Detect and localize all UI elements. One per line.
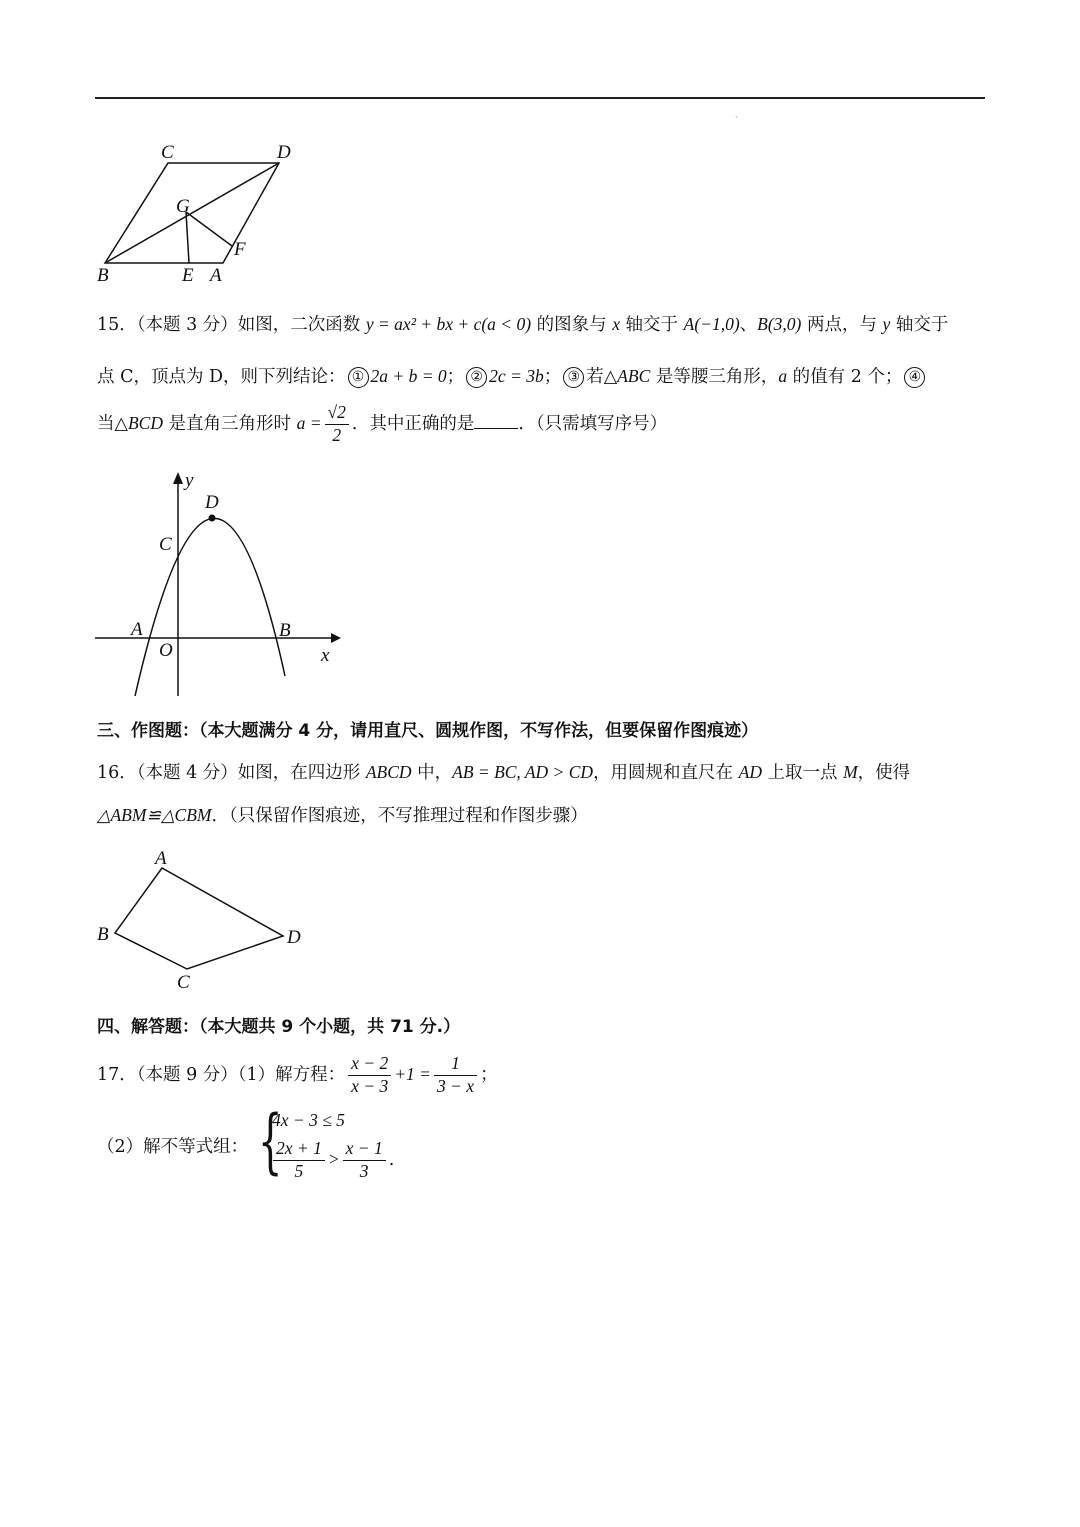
label-a: A xyxy=(131,619,143,640)
segment-ge xyxy=(186,212,189,263)
q15-line-1: 15．（本题 3 分）如图，二次函数 y = ax² + bx + c(a < 0) 的图象与 x 轴交于 A(−1,0)、B(3,0) 两点，与 y 轴交于 xyxy=(97,314,949,335)
label-a: A xyxy=(210,265,222,286)
stray-mark: · xyxy=(735,113,738,122)
diagonal-bd xyxy=(105,163,279,263)
label-o: O xyxy=(159,640,173,661)
label-f: F xyxy=(234,239,246,260)
figure-q14-parallelogram xyxy=(95,138,305,288)
label-c: C xyxy=(161,142,174,163)
label-b: B xyxy=(97,265,109,286)
y-axis-arrow xyxy=(173,472,183,484)
left-brace: { xyxy=(258,1100,283,1182)
segment-gf xyxy=(186,212,232,246)
label-y: y xyxy=(185,470,194,491)
fraction-2: $\frac{1}{3 - x}$ xyxy=(434,1053,477,1098)
section-3-heading: 三、作图题：（本大题满分 4 分，请用直尺、圆规作图，不写作法，但要保留作图痕迹） xyxy=(97,721,759,741)
q15-line-2: 点 C，顶点为 D，则下列结论： ① 2a + b = 0； ② 2c = 3b； ③ 若△ABC 是等腰三角形，a 的值有 2 个； ④ xyxy=(97,366,927,388)
inequality-2: $\frac{2x + 1}{5}$ > $\frac{x - 1}{3}$ . xyxy=(270,1138,394,1183)
inequality-1: 4x − 3 ≤ 5 xyxy=(272,1110,345,1130)
section-4-heading: 四、解答题：（本大题共 9 个小题，共 71 分.） xyxy=(97,1017,461,1037)
label-x: x xyxy=(321,645,330,666)
figure-q16-quadrilateral xyxy=(95,846,315,991)
label-d: D xyxy=(287,927,301,948)
q16-line-2: △ABM≌△CBM．（只保留作图痕迹，不写推理过程和作图步骤） xyxy=(97,805,588,826)
quadrilateral-abcd xyxy=(115,868,283,969)
header-rule xyxy=(95,97,985,99)
q17-part-2-label: （2）解不等式组： xyxy=(97,1137,249,1157)
fraction-1: $\frac{x - 2}{x - 3}$ xyxy=(348,1053,391,1098)
label-b: B xyxy=(97,924,109,945)
label-e: E xyxy=(182,265,194,286)
label-b: B xyxy=(279,620,291,641)
vertex-d-point xyxy=(209,515,216,522)
label-g: G xyxy=(176,196,190,217)
q16-line-1: 16．（本题 4 分）如图，在四边形 ABCD 中，AB = BC, AD > CD，用圆规和直尺在 AD 上取一点 M，使得 xyxy=(97,762,911,783)
x-axis-arrow xyxy=(331,633,341,643)
answer-blank xyxy=(474,414,518,429)
label-d: D xyxy=(205,492,219,513)
label-d: D xyxy=(277,142,291,163)
label-c: C xyxy=(177,972,190,991)
label-c: C xyxy=(159,534,172,555)
q15-line-3: 当△BCD 是直角三角形时 a = $\frac{√2}{2}$ ．其中正确的是 ．（只需填写序号） xyxy=(97,402,668,445)
q17-part-1: 17．（本题 9 分）（1）解方程： $\frac{x - 2}{x - 3}$ +1 = $\frac{1}{3 - x}$ ； xyxy=(97,1053,498,1096)
parabola-curve xyxy=(135,518,285,696)
label-a: A xyxy=(155,848,167,869)
figure-q15-parabola xyxy=(95,468,345,700)
fraction-sqrt2-over-2: $\frac{√2}{2}$ xyxy=(325,402,349,447)
